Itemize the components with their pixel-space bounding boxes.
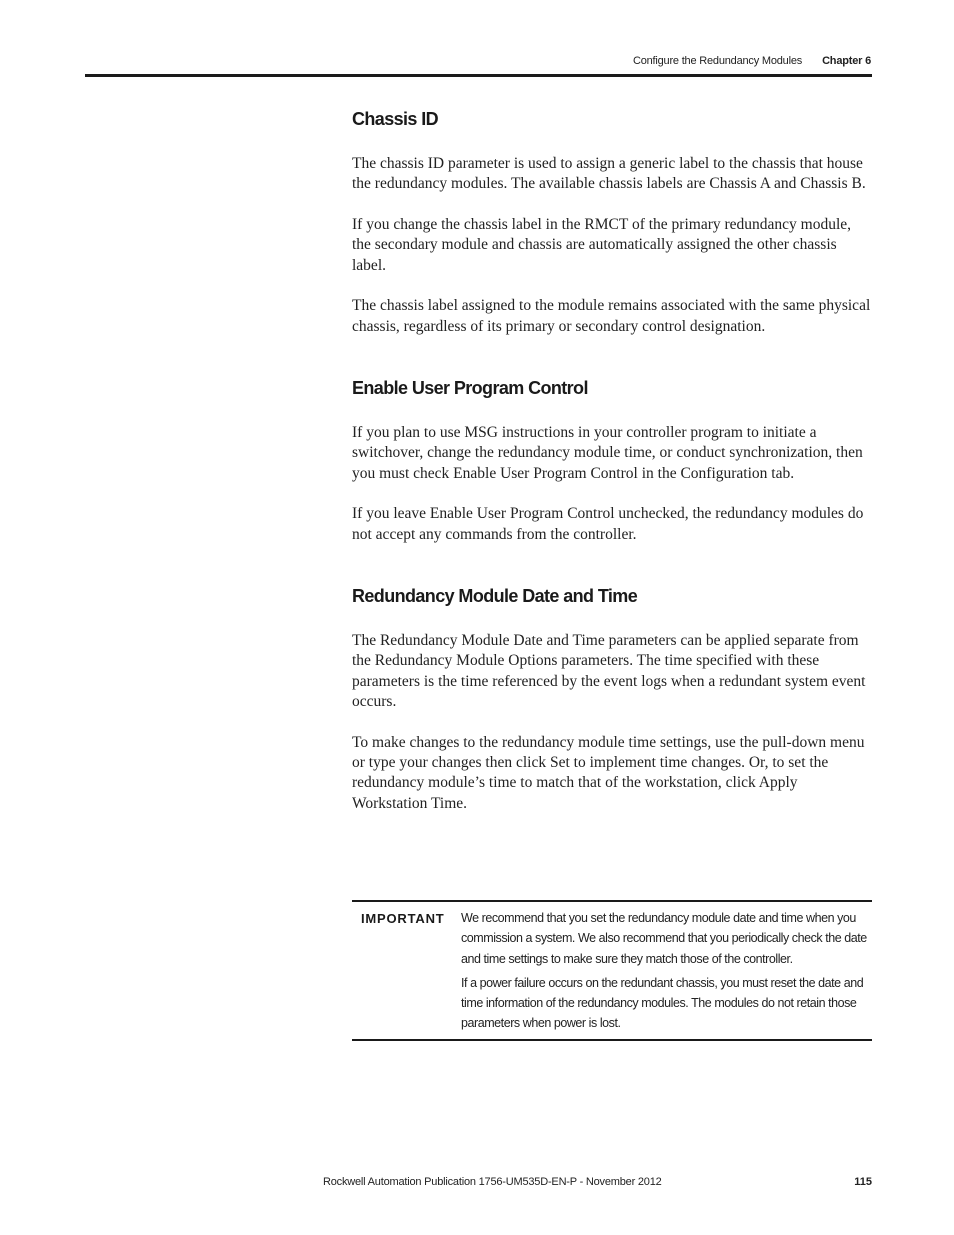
header-rule	[85, 74, 872, 77]
paragraph: If you change the chassis label in the RMCT of the primary redundancy module, the secondary module and chassis are automatically assigned the other chassis label.	[352, 216, 852, 274]
paragraph: The Redundancy Module Date and Time parameters can be applied separate from the Redundancy Module Options parameters. The time specified with these parameters is the time referenced by the event logs when a redundant system event occurs.	[352, 632, 866, 710]
section-heading: Chassis ID	[352, 109, 439, 129]
important-paragraph: We recommend that you set the redundancy module date and time when you commission a system. We also recommend that you periodically check the date and time settings to make sure they match those of the controller.	[461, 911, 867, 966]
publication-info: Rockwell Automation Publication 1756-UM535D-EN-P - November 2012	[323, 1176, 662, 1188]
header-chapter: Chapter 6	[822, 55, 871, 67]
page-number: 115	[854, 1176, 872, 1188]
page-body	[352, 106, 872, 852]
paragraph: If you leave Enable User Program Control unchecked, the redundancy modules do not accept any commands from the controller.	[352, 505, 864, 543]
paragraph: The chassis label assigned to the module remains associated with the same physical chassis, regardless of its primary or secondary control designation.	[352, 297, 871, 335]
important-callout	[352, 900, 872, 1041]
section-heading: Enable User Program Control	[352, 378, 588, 399]
section-chassis-id	[352, 106, 872, 337]
important-paragraph: If a power failure occurs on the redundant chassis, you must reset the date and time information of the redundancy modules. The modules do not retain those parameters when power is lost.	[461, 975, 864, 1031]
section-redundancy-module-date-time	[352, 583, 872, 814]
important-body	[461, 908, 872, 1030]
important-label: IMPORTANT	[361, 911, 445, 926]
section-heading: Redundancy Module Date and Time	[352, 586, 638, 607]
running-header	[633, 52, 871, 70]
paragraph: To make changes to the redundancy module time settings, use the pull-down menu or type your changes then click Set to implement time changes. Or, to set the redundancy module’s time to match that of the workstation, click Apply Workstation Time.	[352, 733, 865, 812]
header-section-title: Configure the Redundancy Modules	[632, 55, 803, 67]
section-enable-user-program-control	[352, 375, 872, 545]
page-footer	[0, 1176, 872, 1194]
paragraph: If you plan to use MSG instructions in your controller program to initiate a switchover, change the redundancy module time, or conduct synchronization, then you must check Enable User Program Control in the Configuration tab.	[352, 424, 863, 482]
paragraph: The chassis ID parameter is used to assign a generic label to the chassis that house the redundancy modules. The available chassis labels are Chassis A and Chassis B.	[352, 155, 866, 193]
